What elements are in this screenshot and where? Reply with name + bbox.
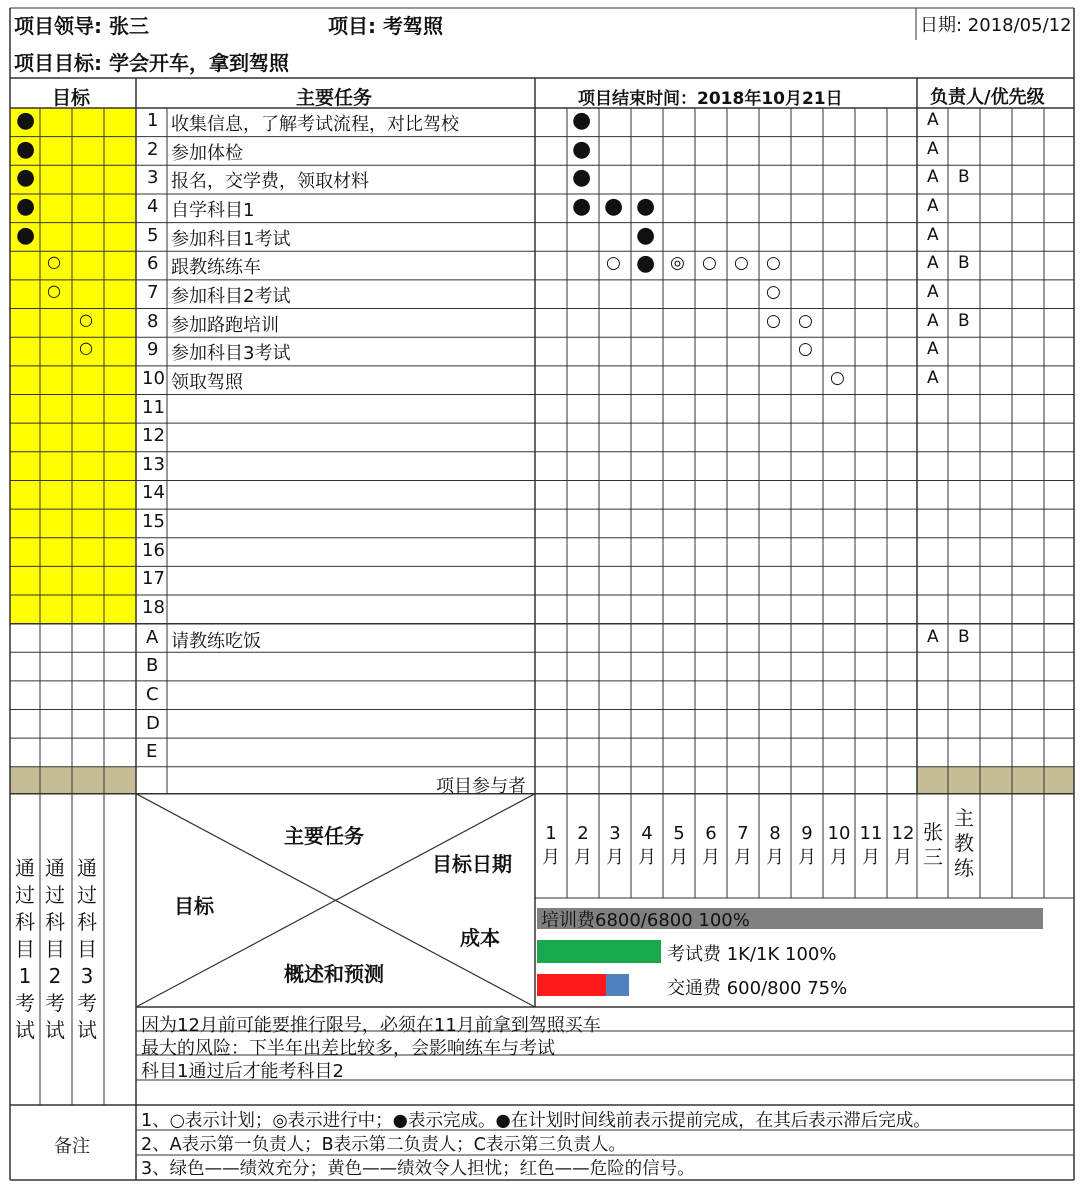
task-number: 7 (147, 281, 159, 303)
participant-fill-right (917, 767, 1074, 794)
timeline-mark: ○ (798, 310, 813, 331)
diagram-goal-label: 目标 (174, 894, 214, 918)
goal-column-header: 目标 (52, 87, 91, 109)
timeline-mark: ○ (766, 281, 781, 302)
month-number: 2 (577, 823, 589, 844)
summary-line-3: 科目1通过后才能考科目2 (141, 1061, 344, 1082)
project-name: 项目: 考驾照 (328, 14, 443, 38)
task-number: 3 (147, 167, 159, 189)
month-unit: 月 (894, 847, 912, 868)
tasks-column-header: 主要任务 (296, 87, 373, 109)
timeline-mark: ○ (766, 310, 781, 331)
person-label: 主教练 (954, 806, 974, 880)
task-number: 2 (147, 138, 159, 160)
owner-mark: A (927, 367, 939, 388)
timeline-mark: ● (604, 193, 624, 219)
owner-mark: B (958, 167, 970, 188)
timeline-mark: ● (572, 165, 592, 191)
task-number: 4 (147, 195, 159, 217)
task-name: 参加科目1考试 (171, 228, 291, 250)
task-name: 参加体检 (171, 142, 243, 164)
project-leader: 项目领导: 张三 (14, 14, 149, 38)
task-number: 17 (142, 568, 165, 590)
end-time-header: 项目结束时间：2018年10月21日 (578, 89, 843, 109)
note-line-1: 1、○表示计划；◎表示进行中；●表示完成。●在计划时间线前表示提前完成，在其后表示滞后完成。 (141, 1111, 931, 1131)
task-name: 参加科目2考试 (171, 285, 291, 307)
timeline-mark: ○ (702, 253, 717, 274)
month-unit: 月 (702, 847, 720, 868)
task-name: 参加路跑培训 (171, 314, 279, 336)
month-number: 10 (827, 823, 851, 844)
month-label (599, 822, 631, 870)
task-number: 12 (142, 425, 165, 447)
month-number: 1 (545, 823, 557, 844)
task-number: 9 (147, 339, 159, 361)
task-name: 领取驾照 (171, 371, 243, 393)
owner-mark: A (927, 167, 939, 188)
month-label (567, 822, 599, 870)
owner-mark: A (927, 281, 939, 302)
month-number: 4 (641, 823, 653, 844)
goal-label-3: 通过科目3考试 (77, 856, 97, 1042)
summary-line-1: 因为12月前可能要推行限号，必须在11月前拿到驾照买车 (141, 1015, 601, 1036)
person-label: 张三 (923, 820, 943, 869)
task-number: 18 (142, 597, 165, 619)
timeline-mark: ● (572, 136, 592, 162)
goal-mark: ● (16, 193, 36, 219)
timeline-mark: ○ (766, 253, 781, 274)
owner-mark: A (927, 253, 939, 274)
diagram-tasks-label: 主要任务 (284, 824, 364, 848)
cost-bar-segment (537, 940, 661, 963)
timeline-mark: ○ (606, 253, 621, 274)
month-label (727, 822, 759, 870)
extra-task-letter: A (146, 626, 159, 648)
month-unit: 月 (766, 847, 784, 868)
timeline-mark: ● (636, 193, 656, 219)
task-number: 6 (147, 253, 159, 275)
month-unit: 月 (830, 847, 848, 868)
month-unit: 月 (798, 847, 816, 868)
goal-mark: ○ (79, 309, 93, 329)
timeline-mark: ● (572, 108, 592, 133)
notes-label: 备注 (54, 1136, 90, 1157)
task-number: 15 (142, 511, 165, 533)
goal-label-2: 通过科目2考试 (45, 856, 65, 1042)
task-number: 10 (142, 367, 165, 389)
timeline-mark: ○ (734, 253, 749, 274)
timeline-mark: ◎ (670, 253, 685, 274)
timeline-mark: ● (636, 251, 656, 277)
note-line-3: 3、绿色——绩效充分；黄色——绩效令人担忧；红色——危险的信号。 (141, 1159, 695, 1179)
goal-mark: ● (16, 165, 36, 191)
goal-mark: ● (16, 136, 36, 162)
month-unit: 月 (574, 847, 592, 868)
month-label (855, 822, 887, 870)
owner-mark: A (927, 110, 939, 130)
month-label (535, 822, 567, 870)
task-number: 13 (142, 453, 165, 475)
goal-mark: ○ (79, 338, 93, 358)
task-number: 8 (147, 310, 159, 332)
project-goal: 项目目标: 学会开车，拿到驾照 (14, 51, 289, 75)
owner-mark: A (927, 626, 939, 647)
month-label (663, 822, 695, 870)
participant-fill-left (10, 767, 136, 794)
goal-mark: ● (16, 108, 36, 133)
goal-mark: ○ (47, 280, 61, 300)
task-name: 收集信息，了解考试流程，对比驾校 (171, 114, 459, 135)
goal-mark: ● (16, 222, 36, 248)
timeline-mark: ○ (798, 339, 813, 360)
cost-label: 培训费6800/6800 100% (541, 910, 750, 931)
month-number: 3 (609, 823, 621, 844)
task-name: 自学科目1 (171, 199, 255, 221)
task-name: 跟教练练车 (171, 257, 261, 279)
task-name: 报名，交学费，领取材料 (171, 171, 369, 193)
diagram-summary-label: 概述和预测 (284, 962, 384, 986)
month-unit: 月 (734, 847, 752, 868)
owner-mark: B (958, 626, 970, 647)
extra-task-letter: B (146, 655, 159, 677)
note-line-2: 2、A表示第一负责人；B表示第二负责人；C表示第三负责人。 (141, 1135, 626, 1155)
owner-mark: A (927, 138, 939, 159)
month-unit: 月 (542, 847, 560, 868)
task-number: 16 (142, 539, 165, 561)
month-unit: 月 (670, 847, 688, 868)
extra-task-letter: E (146, 741, 158, 763)
month-unit: 月 (862, 847, 880, 868)
task-number: 5 (147, 224, 159, 246)
extra-task-letter: C (146, 683, 159, 705)
owner-mark: A (927, 224, 939, 245)
cost-bar-segment (537, 974, 606, 996)
month-label (823, 822, 855, 870)
month-label (759, 822, 791, 870)
month-number: 8 (769, 823, 781, 844)
timeline-mark: ● (636, 222, 656, 248)
task-number: 14 (142, 482, 165, 504)
extra-task-name: 请教练吃饭 (171, 630, 261, 652)
owner-column-header: 负责人/优先级 (930, 87, 1045, 108)
goal-label-1: 通过科目1考试 (15, 856, 35, 1042)
diagram-target-date-label: 目标日期 (432, 852, 512, 876)
timeline-mark: ○ (830, 367, 845, 388)
owner-mark: B (958, 310, 970, 331)
owner-mark: B (958, 253, 970, 274)
month-number: 11 (859, 823, 883, 844)
task-number: 1 (147, 110, 159, 131)
task-number: 11 (142, 396, 165, 418)
month-number: 12 (891, 823, 915, 844)
cost-label: 考试费 1K/1K 100% (667, 944, 837, 965)
month-number: 6 (705, 823, 717, 844)
month-number: 5 (673, 823, 685, 844)
timeline-mark: ● (572, 193, 592, 219)
owner-mark: A (927, 310, 939, 331)
cost-label: 交通费 600/800 75% (667, 978, 848, 999)
task-name: 参加科目3考试 (171, 343, 291, 365)
owner-mark: A (927, 339, 939, 360)
month-number: 9 (801, 823, 813, 844)
month-number: 7 (737, 823, 749, 844)
month-label (631, 822, 663, 870)
goal-mark: ○ (47, 252, 61, 272)
project-date: 日期: 2018/05/12 (920, 15, 1072, 36)
month-label (791, 822, 823, 870)
month-label (695, 822, 727, 870)
month-unit: 月 (638, 847, 656, 868)
extra-task-letter: D (146, 712, 160, 734)
owner-mark: A (927, 195, 939, 216)
summary-line-2: 最大的风险：下半年出差比较多，会影响练车与考试 (141, 1038, 555, 1059)
month-unit: 月 (606, 847, 624, 868)
participants-label: 项目参与者 (436, 776, 526, 797)
cost-bar-segment (606, 974, 629, 996)
diagram-cost-label: 成本 (460, 926, 500, 950)
month-label (887, 822, 919, 870)
